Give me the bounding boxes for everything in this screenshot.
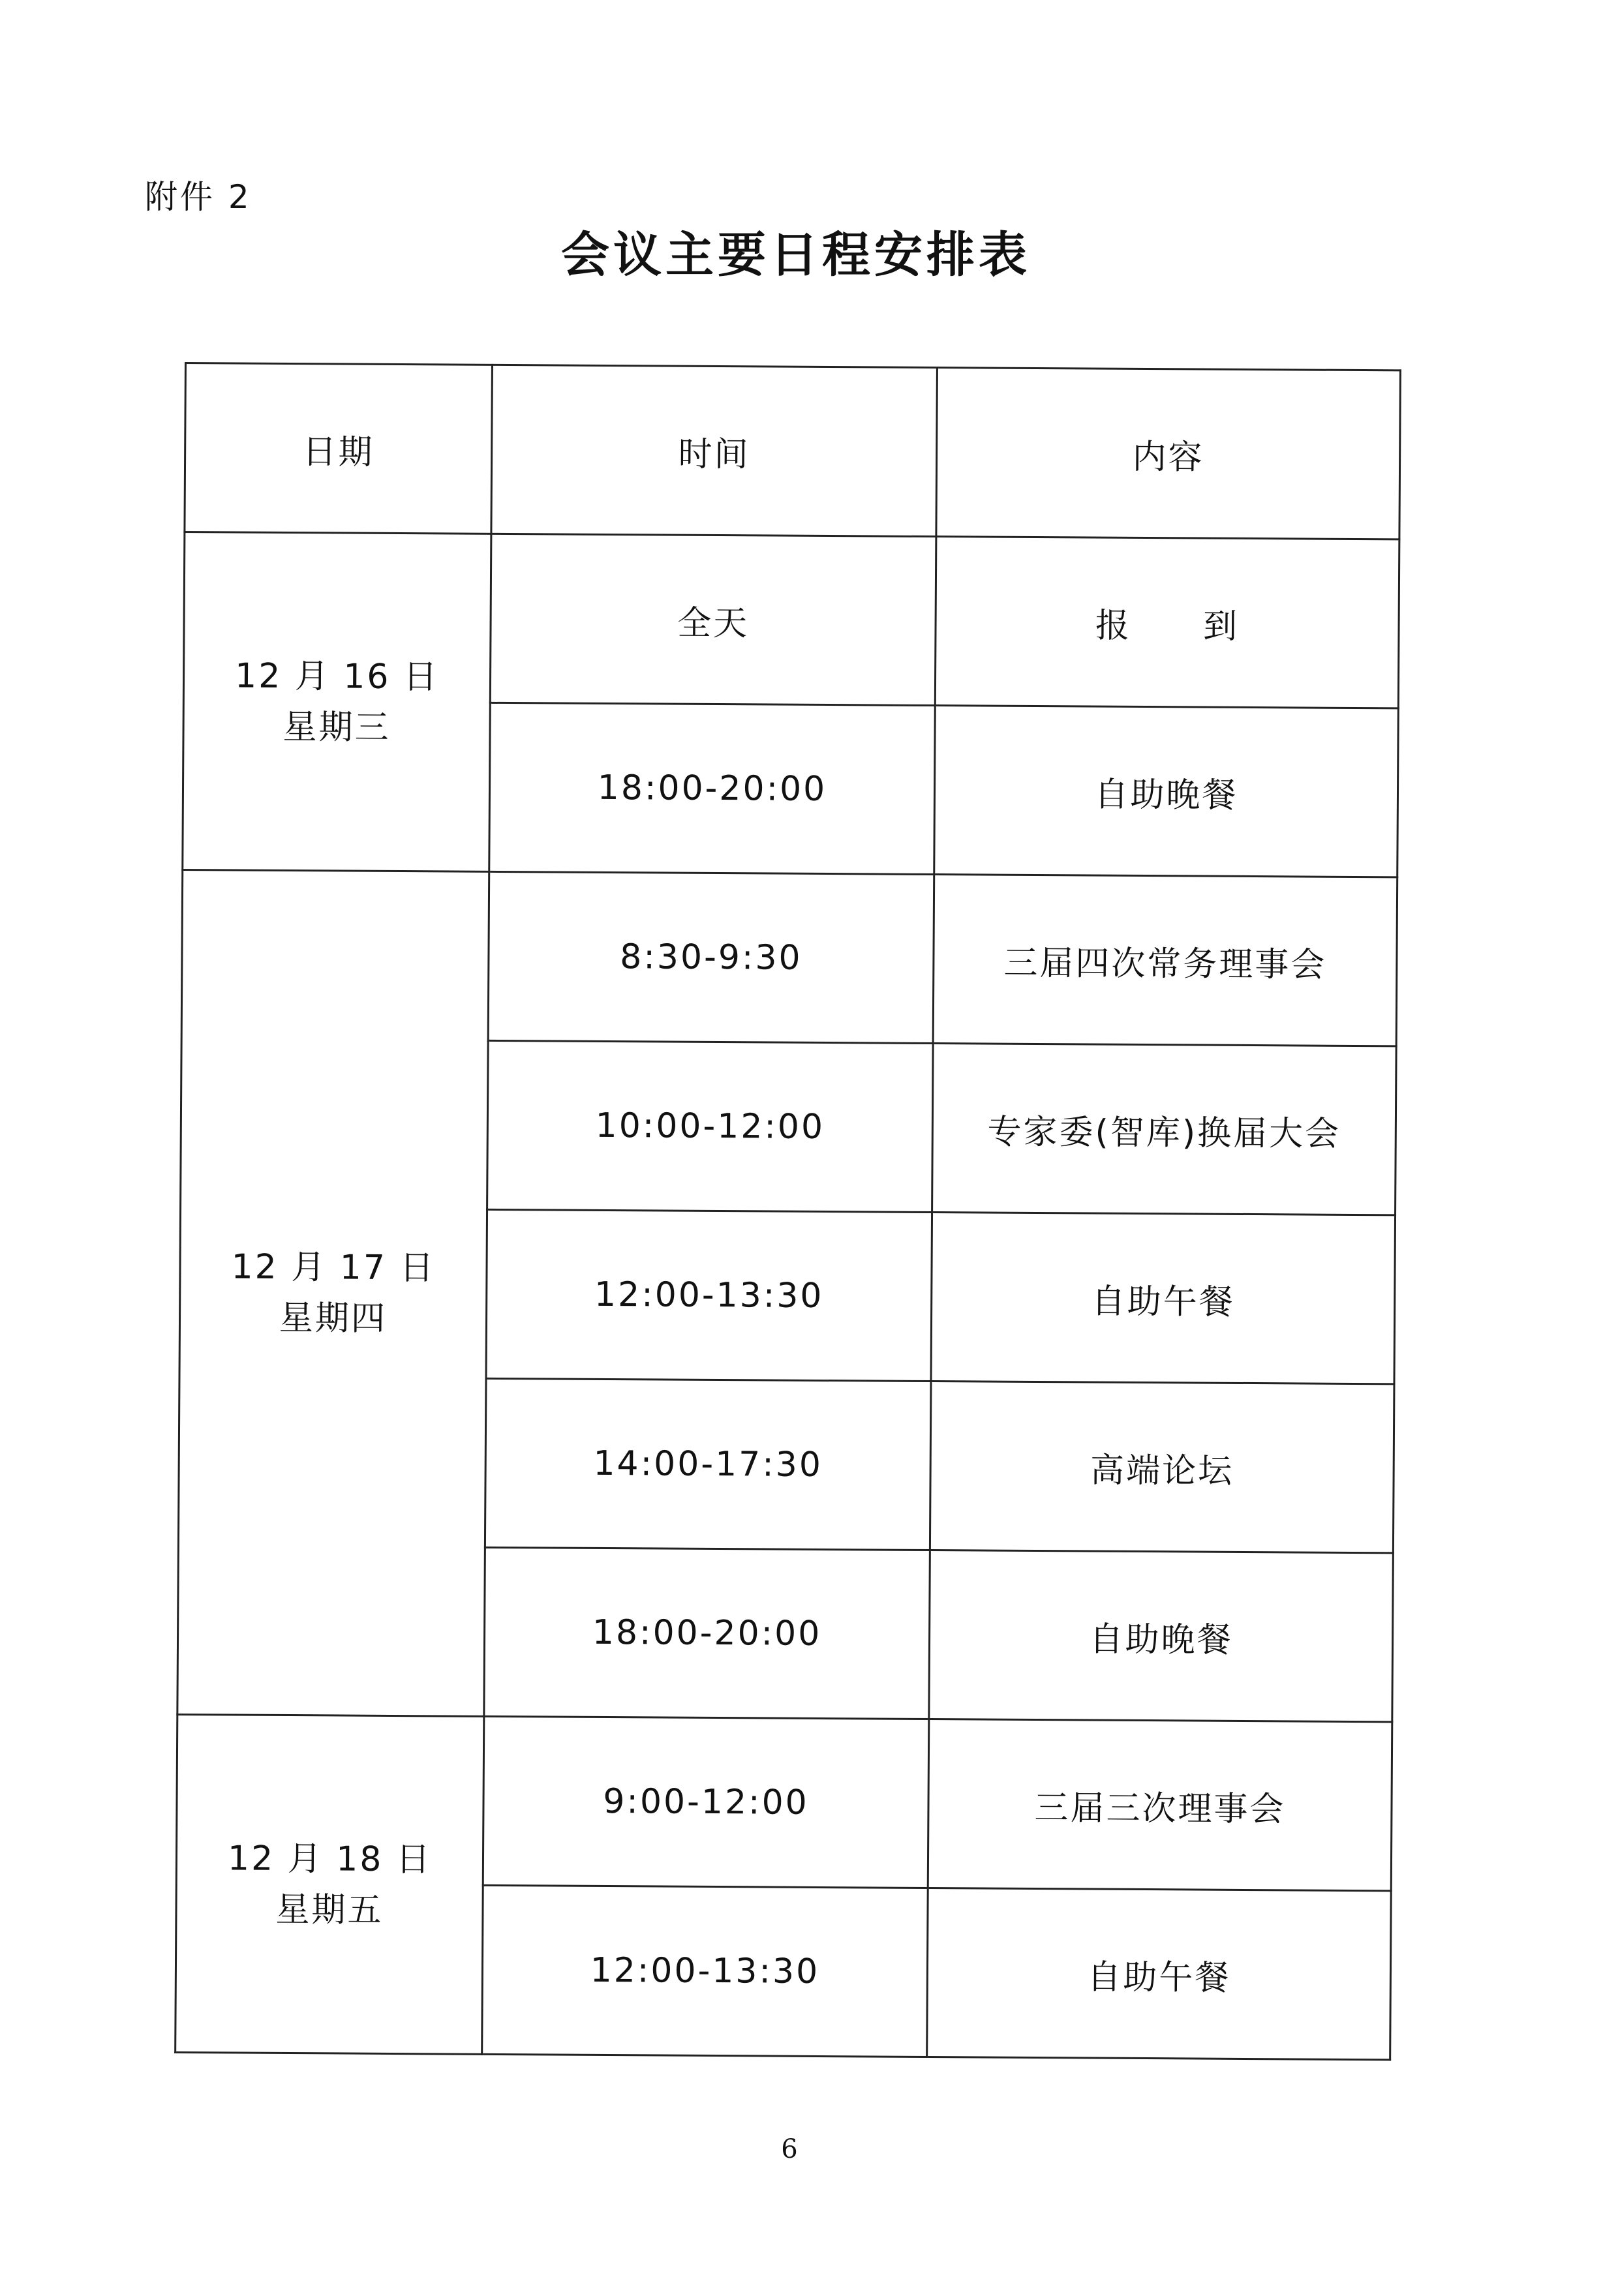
time-cell: 18:00-20:00 xyxy=(489,702,936,874)
content-cell: 自助午餐 xyxy=(927,1888,1392,2060)
table-row xyxy=(181,869,1397,1046)
weekday-text: 星期三 xyxy=(282,707,391,748)
time-cell: 14:00-17:30 xyxy=(485,1378,931,1550)
table-header-row xyxy=(185,363,1401,539)
table-row xyxy=(183,532,1399,708)
page-title: 会议主要日程安排表 xyxy=(561,227,1031,283)
header-time: 时间 xyxy=(491,365,938,536)
content-cell: 自助晚餐 xyxy=(934,706,1399,877)
date-cell-day-2 xyxy=(177,869,489,1716)
time-cell: 全天 xyxy=(490,534,936,705)
date-text: 12 月 16 日 xyxy=(234,656,440,697)
time-cell: 9:00-12:00 xyxy=(483,1716,929,1888)
content-cell: 专家委(智库)换届大会 xyxy=(932,1044,1397,1215)
date-cell-day-1 xyxy=(183,532,491,872)
attachment-label: 附件 2 xyxy=(145,178,252,216)
date-cell-day-3 xyxy=(176,1714,484,2054)
content-cell: 三届三次理事会 xyxy=(928,1719,1392,1891)
content-cell: 自助午餐 xyxy=(931,1213,1396,1384)
content-cell: 报 到 xyxy=(935,537,1399,708)
time-cell: 18:00-20:00 xyxy=(484,1547,930,1719)
time-cell: 10:00-12:00 xyxy=(487,1040,934,1212)
weekday-text: 星期五 xyxy=(275,1890,384,1930)
content-cell: 高端论坛 xyxy=(930,1382,1394,1553)
content-cell: 三届四次常务理事会 xyxy=(933,875,1397,1046)
table-row xyxy=(176,1714,1392,1890)
weekday-text: 星期四 xyxy=(279,1298,388,1338)
header-date: 日期 xyxy=(185,363,493,534)
header-content: 内容 xyxy=(936,368,1401,539)
schedule-table xyxy=(174,362,1401,2061)
date-text: 12 月 18 日 xyxy=(227,1838,433,1879)
page-number: 6 xyxy=(781,2134,798,2164)
date-text: 12 月 17 日 xyxy=(231,1247,436,1288)
content-cell: 自助晚餐 xyxy=(929,1550,1394,1722)
time-cell: 12:00-13:30 xyxy=(482,1885,928,2057)
time-cell: 8:30-9:30 xyxy=(488,871,934,1043)
time-cell: 12:00-13:30 xyxy=(486,1209,932,1381)
